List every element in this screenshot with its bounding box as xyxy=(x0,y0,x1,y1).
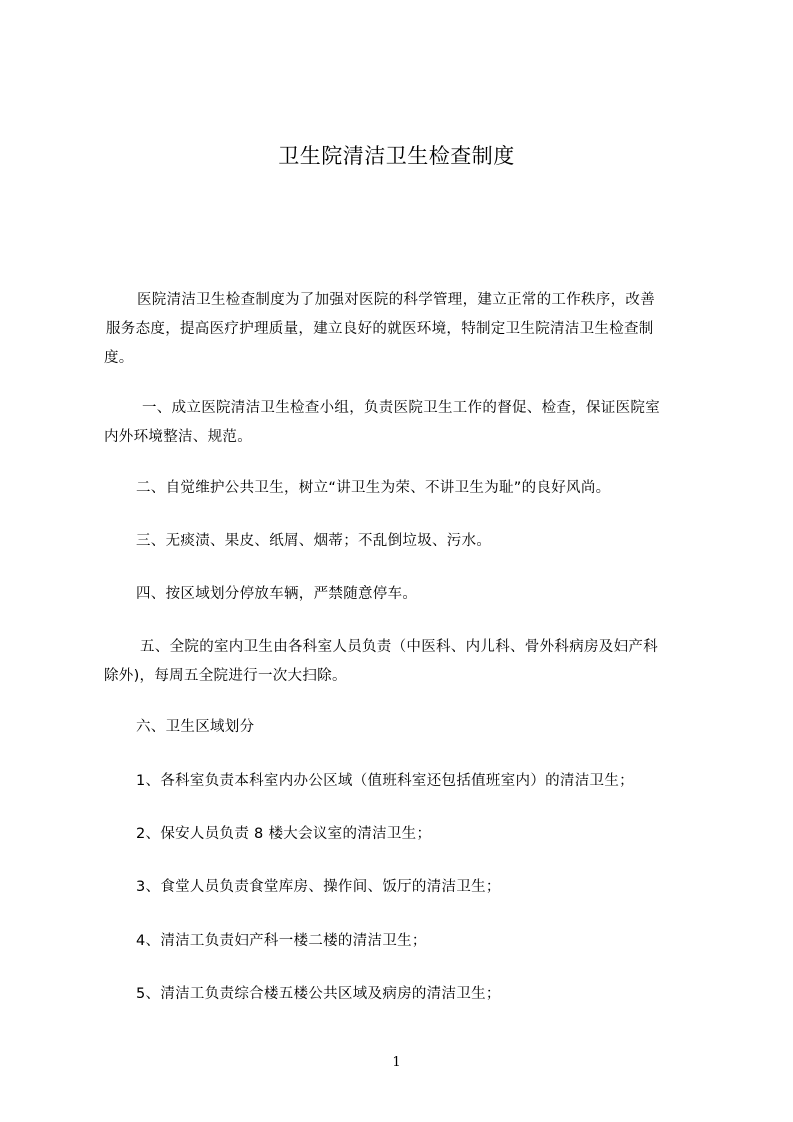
rule-line: 六、卫生区域划分 xyxy=(136,719,255,735)
area-item-3 xyxy=(104,873,700,902)
rule-line: 内外环境整洁、规范。 xyxy=(104,429,252,445)
rule-line: 3、食堂人员负责食堂库房、操作间、饭厅的清洁卫生； xyxy=(136,879,501,895)
area-item-4 xyxy=(104,927,700,956)
rule-line: 四、按区域划分停放车辆，严禁随意停车。 xyxy=(136,586,418,602)
rule-line: 五、全院的室内卫生由各科室人员负责（中医科、内儿科、骨外科病房及妇产科 xyxy=(140,639,658,655)
rule-line: 4、清洁工负责妇产科一楼二楼的清洁卫生； xyxy=(136,933,427,949)
rule-line: 一、成立医院清洁卫生检查小组，负责医院卫生工作的督促、检查，保证医院室 xyxy=(142,400,660,416)
rule-item-1 xyxy=(104,394,700,452)
intro-line: 度。 xyxy=(104,350,134,366)
intro-line: 服务态度，提高医疗护理质量，建立良好的就医环境，特制定卫生院清洁卫生检查制 xyxy=(106,321,654,337)
rule-item-3 xyxy=(104,527,700,556)
rule-item-2 xyxy=(104,474,700,503)
rule-item-6 xyxy=(104,713,700,742)
rule-line: 二、自觉维护公共卫生，树立“讲卫生为荣、不讲卫生为耻”的良好风尚。 xyxy=(136,480,611,496)
rule-line: 1、各科室负责本科室内办公区域（值班科室还包括值班室内）的清洁卫生； xyxy=(136,773,634,789)
rule-line: 5、清洁工负责综合楼五楼公共区域及病房的清洁卫生； xyxy=(136,986,501,1002)
rule-item-4 xyxy=(104,580,700,609)
area-item-5 xyxy=(104,980,700,1009)
document-title: 卫生院清洁卫生检查制度 xyxy=(278,144,515,168)
intro-line: 医院清洁卫生检查制度为了加强对医院的科学管理，建立正常的工作秩序，改善 xyxy=(137,292,655,308)
rule-line: 除外)，每周五全院进行一次大扫除。 xyxy=(104,668,347,684)
area-item-2 xyxy=(104,820,700,849)
rule-line: 三、无痰渍、果皮、纸屑、烟蒂；不乱倒垃圾、污水。 xyxy=(136,533,492,549)
area-item-1 xyxy=(104,767,700,796)
rule-item-5 xyxy=(104,633,700,691)
rule-line: 2、保安人员负责 8 楼大会议室的清洁卫生； xyxy=(136,826,432,842)
page-number: 1 xyxy=(392,1055,401,1070)
intro-paragraph xyxy=(104,286,700,373)
